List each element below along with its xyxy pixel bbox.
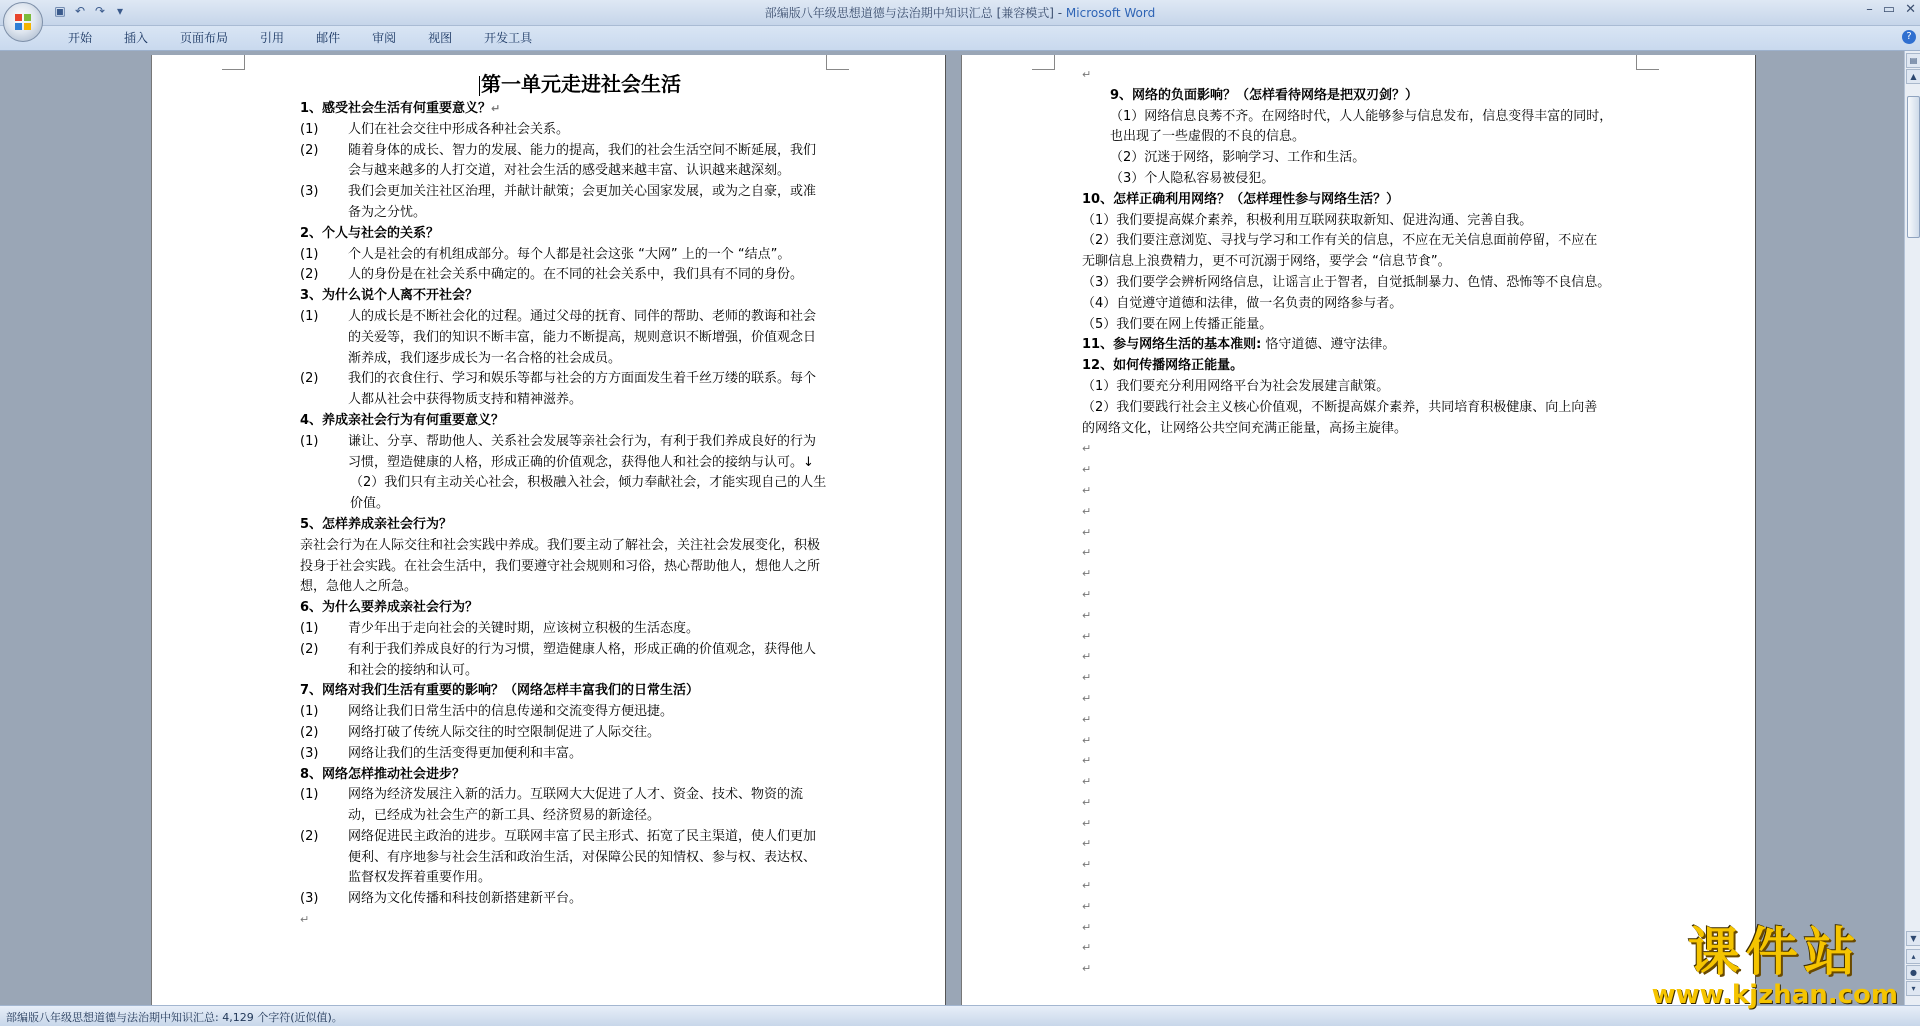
list-item: (2) 随着身体的成长、智力的发展、能力的提高，我们的社会生活空间不断延展，我们会与越来越多的人打交道，对社会生活的感受越来越丰富、认识越来越深刻。 [300,142,817,179]
previous-page-icon[interactable]: ▴ [1906,949,1920,964]
tab-page-layout[interactable]: 页面布局 [180,31,229,45]
paragraph-mark: ↵ [1082,962,1092,976]
watermark-url: www.kjzhan.com [1651,980,1898,1010]
paragraph-mark: ↵ [1082,546,1092,560]
list-item: （2）沉迷于网络，影响学习、工作和生活。 [1110,150,1366,166]
tab-view[interactable]: 视图 [428,31,453,45]
list-item: （2）我们只有主动关心社会，积极融入社会，倾力奉献社会，才能实现自己的人生价值。 [350,475,827,512]
list-item: (1) 网络让我们日常生活中的信息传递和交流变得方便迅捷。 [300,704,674,720]
heading-11: 11、参与网络生活的基本准则: 恪守道德、遵守法律。 [1082,337,1396,353]
scroll-up-arrow-icon[interactable]: ▲ [1906,69,1920,84]
heading-9: 9、网络的负面影响？（怎样看待网络是把双刃剑？） [1110,87,1419,103]
list-item: （2）我们要注意浏览、寻找与学习和工作有关的信息，不应在无关信息面前停留，不应在 [1082,233,1598,249]
list-item: （1）我们要提高媒介素养，积极利用互联网获取新知、促进沟通、完善自我。 [1082,212,1533,228]
list-item: （4）自觉遵守道德和法律，做一名负责的网络参与者。 [1082,295,1403,311]
crop-mark [826,55,849,70]
paragraph-mark: ↵ [1082,587,1092,601]
list-item: (1) 人们在社会交往中形成各种社会关系。 [300,121,570,137]
paragraph-mark: ↵ [1082,920,1092,934]
heading-8: 8、网络怎样推动社会进步？ [300,766,466,782]
next-page-icon[interactable]: ▾ [1906,981,1920,996]
paragraph-mark: ↵ [1082,442,1092,456]
scrollbar-thumb[interactable] [1907,96,1920,238]
list-item: (3) 网络让我们的生活变得更加便利和丰富。 [300,745,583,761]
minimize-button[interactable]: – [1866,2,1873,17]
document-title: 部编版八年级思想道德与法治期中知识汇总 [兼容模式] - [764,6,1066,20]
paragraph-mark: ↵ [1082,567,1092,581]
list-item: （1）我们要充分利用网络平台为社会发展建言献策。 [1082,378,1390,394]
page-left[interactable] [152,55,945,1005]
list-item: (1) 网络为经济发展注入新的活力。互联网大大促进了人才、资金、技术、物资的流动，已经成为社会生产的新工具、经济贸易的新途径。 [300,787,804,824]
list-item: （1）网络信息良莠不齐。在网络时代，人人能够参与信息发布，信息变得丰富的同时， [1110,108,1613,124]
paragraph-mark: ↵ [1082,858,1092,872]
paragraph-mark: ↵ [300,913,310,927]
list-item: (2) 网络打破了传统人际交往的时空限制促进了人际交往。 [300,724,661,740]
ribbon-tabs [52,30,548,46]
heading-12: 12、如何传播网络正能量。 [1082,358,1244,374]
office-button[interactable] [3,2,43,42]
office-logo-icon [14,13,32,31]
tab-home[interactable]: 开始 [68,31,93,45]
customize-qat-icon[interactable]: ▾ [116,4,124,18]
paragraph-mark: ↵ [1082,463,1092,477]
heading-4: 4、养成亲社会行为有何重要意义？ [300,412,505,428]
tab-mailings[interactable]: 邮件 [316,31,341,45]
window-title [0,4,1920,21]
heading-6: 6、为什么要养成亲社会行为？ [300,600,479,616]
browse-object-icon[interactable]: ● [1906,965,1920,980]
title-bar [0,0,1920,26]
paragraph-mark: ↵ [1082,941,1092,955]
list-item: （5）我们要在网上传播正能量。 [1082,316,1273,332]
maximize-button[interactable]: ▭ [1882,2,1896,17]
text-cursor [479,76,480,96]
help-icon[interactable]: ? [1902,30,1916,44]
watermark-logo [1652,925,1898,1009]
app-name: Microsoft Word [1065,6,1156,20]
heading-5: 5、怎样养成亲社会行为？ [300,516,453,532]
list-item: (3) 网络为文化传播和科技创新搭建新平台。 [300,891,583,907]
list-item: （3）个人隐私容易被侵犯。 [1110,170,1275,186]
heading-3: 3、为什么说个人离不开社会？ [300,288,479,304]
paragraph-mark: ↵ [1082,899,1092,913]
paragraph-mark: ↵ [1082,691,1092,705]
paragraph-mark: ↵ [1082,775,1092,789]
list-item: （3）我们要学会辨析网络信息，让谣言止于智者，自觉抵制暴力、色情、恐怖等不良信息。 [1082,274,1611,290]
heading-2: 2、个人与社会的关系？ [300,225,440,241]
crop-mark [222,55,245,70]
tab-references[interactable]: 引用 [260,31,285,45]
paragraph-mark: ↵ [1082,483,1092,497]
undo-icon[interactable]: ↶ [74,4,86,18]
close-button[interactable]: ✕ [1905,2,1916,17]
scroll-down-arrow-icon[interactable]: ▼ [1906,931,1920,946]
list-item: (1) 青少年出于走向社会的关键时期，应该树立积极的生活态度。 [300,620,700,636]
list-item: （2）我们要践行社会主义核心价值观，不断提高媒介素养，共同培育积极健康、向上向善 [1082,399,1598,415]
list-item: (2) 人的身份是在社会关系中确定的。在不同的社会关系中，我们具有不同的身份。 [300,267,804,283]
paragraph-mark: ↵ [1082,525,1092,539]
document-workspace [0,51,1905,1005]
heading-7: 7、网络对我们生活有重要的影响？（网络怎样丰富我们的日常生活） [300,683,700,699]
paragraph-mark: ↵ [1082,608,1092,622]
list-item: (2) 我们的衣食住行、学习和娱乐等都与社会的方方面面发生着千丝万缕的联系。每个人都从社会中获得物质支持和精神滋养。 [300,371,817,408]
page-title: 第一单元走进社会生活 [481,72,681,96]
list-item: 也出现了一些虚假的不良的信息。 [1110,129,1306,145]
paragraph-mark: ↵ [1082,754,1092,768]
heading-10: 10、怎样正确利用网络？（怎样理性参与网络生活？） [1082,191,1400,207]
word-count-status[interactable]: 部编版八年级思想道德与法治期中知识汇总: 4,129 个字符(近似值)。 [6,1011,343,1024]
paragraph-mark: ↵ [1082,712,1092,726]
paragraph-mark: ↵ [1082,650,1092,664]
paragraph-mark: ↵ [1082,733,1092,747]
status-bar [0,1005,1920,1026]
list-item: 的网络文化，让网络公共空间充满正能量，高扬主旋律。 [1082,420,1408,436]
list-item: (3) 我们会更加关注社区治理，并献计献策；会更加关心国家发展，或为之自豪，或准备为之分忧。 [300,184,817,220]
paragraph-mark: ↵ [1082,504,1092,518]
paragraph-mark: ↵ [1082,816,1092,830]
watermark-title: 课件站 [1687,923,1862,983]
list-item: 无聊信息上浪费精力，更不可沉溺于网络，要学会 “信息节食”。 [1082,254,1451,270]
right-page-content [1082,65,1662,980]
ribbon-tab-bar [0,26,1920,51]
tab-developer[interactable]: 开发工具 [484,31,533,45]
paragraph-mark: ↵ [1082,671,1092,685]
list-item: (2) 有利于我们养成良好的行为习惯，塑造健康人格，形成正确的价值观念，获得他人和社会的接纳和认可。 [300,641,817,678]
page-right[interactable] [962,55,1755,1005]
paragraph-mark: ↵ [1082,879,1092,893]
window-controls [1866,2,1916,17]
list-item: (2) 网络促进民主政治的进步。互联网丰富了民主形式、拓宽了民主渠道，使人们更加便利、有序地参与社会生活和政治生活，对保障公民的知情权、参与权、表达权、监督权发挥着重要作用。 [300,828,817,886]
paragraph-mark: ↵ [1082,837,1092,851]
redo-icon[interactable]: ↷ [94,4,106,18]
paragraph-mark: ↵ [1082,68,1092,81]
paragraph-mark: ↵ [1082,629,1092,643]
crop-mark [1032,55,1055,70]
vertical-scrollbar[interactable] [1904,51,1920,1005]
list-item: (1) 谦让、分享、帮助他人、关系社会发展等亲社会行为，有利于我们养成良好的行为习惯，塑造健康的人格，形成正确的价值观念，获得他人和社会的接纳与认可。↓ [300,433,817,470]
tab-insert[interactable]: 插入 [124,31,149,45]
ruler-toggle-icon[interactable]: ▤ [1906,53,1920,68]
paragraph: 亲社会行为在人际交往和社会实践中养成。我们要主动了解社会，关注社会发展变化，积极投身于社会实践。在社会生活中，我们要遵守社会规则和习俗，热心帮助他人，想他人之所想，急他人之所急。 [300,537,821,595]
tab-review[interactable]: 审阅 [372,31,397,45]
heading-1: 1、感受社会生活有何重要意义？↵ [300,101,501,116]
paragraph-mark: ↵ [1082,795,1092,809]
list-item: (1) 人的成长是不断社会化的过程。通过父母的抚育、同伴的帮助、老师的教诲和社会的关爱等，我们的知识不断丰富，能力不断提高，规则意识不断增强，价值观念日渐养成，我们逐步成长为一名合格的社会成员。 [300,308,817,366]
list-item: (1) 个人是社会的有机组成部分。每个人都是社会这张 “大网” 上的一个 “结点”。 [300,246,791,262]
save-icon[interactable]: ▣ [54,4,66,18]
left-page-content [300,69,860,931]
